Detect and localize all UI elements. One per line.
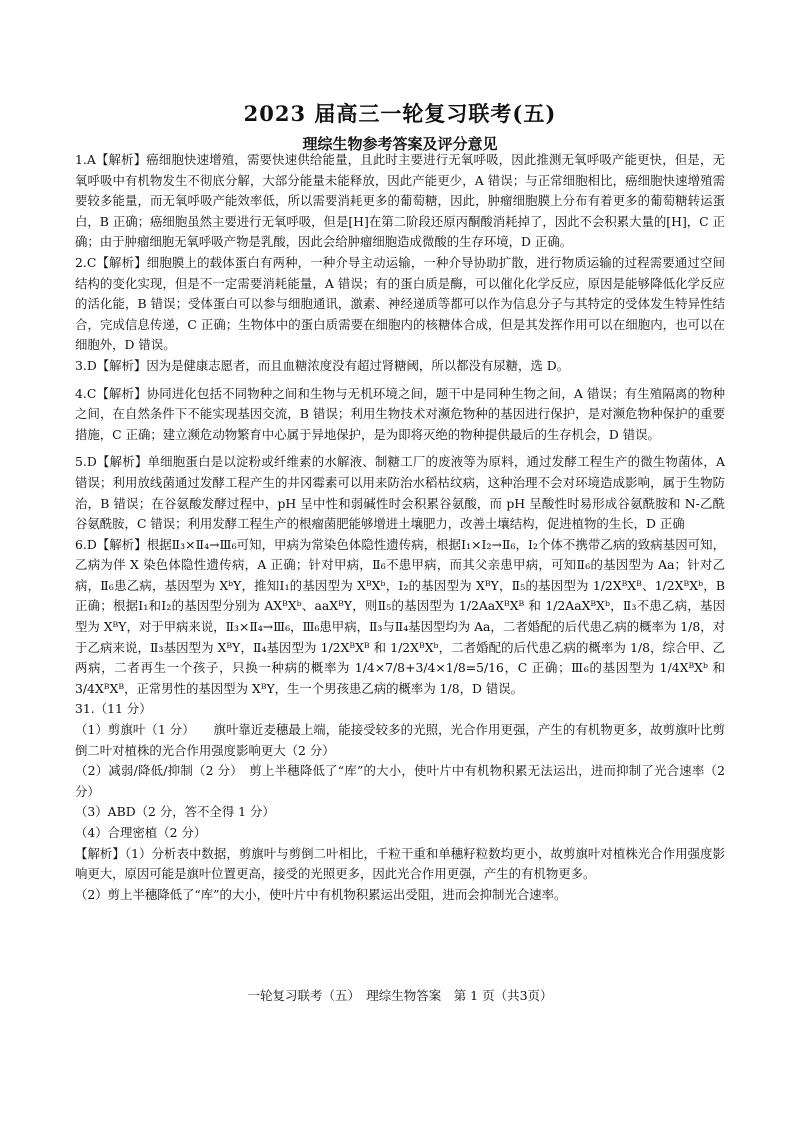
answer-q31-analysis-1: 【解析】（1）分析表中数据，剪旗叶与剪倒二叶相比，千粒干重和单穗籽粒数均更小，故剪旗叶对植株光合作用强度影响更大，原因可能是旗叶位置更高，接受的光照更多，因此光合作用更强，产生的有机物更多。 [75, 845, 725, 882]
page-footer: 一轮复习联考（五） 理综生物答案 第 1 页（共3页） [247, 988, 553, 1003]
page-title: 2023 届高三一轮复习联考(五) [243, 101, 557, 126]
answer-q2: 2.C【解析】细胞膜上的载体蛋白有两种，一种介导主动运输，一种介导协助扩散，进行物质运输的过程需要通过空间结构的变化实现，但是不一定需要消耗能量，A 错误；有的蛋白质是酶，可以催化化学反应，原因是能够降低化学反应的活化能，B 错误；受体蛋白可以参与细胞通讯，激素、神经递质等都可以作为信息分子与其特定的受体发生特异性结合，完成信息传递，C 正确；生物体中的蛋白质需要在细胞内的核糖体合成，但是其发挥作用可以在细胞内，也可以在细胞外，D 错误。 [75, 254, 725, 353]
answer-q31-part3: （3）ABD（2 分，答不全得 1 分） [75, 804, 275, 820]
answer-q3: 3.D【解析】因为是健康志愿者，而且血糖浓度没有超过肾糖阈，所以都没有尿糖，选 D。 [75, 357, 570, 373]
answer-q1: 1.A【解析】癌细胞快速增殖，需要快速供给能量，且此时主要进行无氧呼吸，因此推测无氧呼吸产能更快，但是，无氧呼吸中有机物发生不彻底分解，大部分能量未能释放，因此产能更少，A 错误；与正常细胞相比，癌细胞快速增殖需要较多能量，而无氧呼吸产能效率低，所以需要消耗更多的葡萄糖，因此，肿瘤细胞膜上分布有着更多的葡萄糖转运蛋白，B 正确；癌细胞虽然主要进行无氧呼吸，但是[H]在第二阶段还原丙酮酸消耗掉了，因此不会积累大量的[H]，C 正确；由于肿瘤细胞无氧呼吸产物是乳酸，因此会给肿瘤细胞造成微酸的生存环境，D 正确。 [75, 152, 725, 250]
answer-q31-heading: 31.（11 分） [75, 701, 152, 717]
answer-q31-analysis-2: （2）剪上半穗降低了“库”的大小，使叶片中有机物积累运出受阻，进而会抑制光合速率。 [75, 886, 567, 902]
answer-body [75, 150, 725, 905]
answer-q5: 5.D【解析】单细胞蛋白是以淀粉或纤维素的水解液、制糖工厂的废液等为原料，通过发酵工程生产的微生物菌体，A 错误；利用放线菌通过发酵工程产生的井冈霉素可以用来防治水稻枯纹病，这种治理不会对环境造成影响，属于生物防治，B 错误；在谷氨酸发酵过程中，pH 呈中性和弱碱性时会积累谷氨酸，而 pH 呈酸性时易形成谷氨酰胺和 N-乙酰谷氨酰胺，C 错误；利用发酵工程生产的根瘤菌肥能够增进土壤肥力，改善土壤结构，促进植物的生长，D 正确 [75, 454, 725, 532]
answer-q31-part4: （4）合理密植（2 分） [75, 825, 207, 840]
answer-q31-part2: （2）减弱/降低/抑制（2 分） 剪上半穗降低了“库”的大小，使叶片中有机物积累无法运出，进而抑制了光合速率（2 分） [75, 763, 725, 799]
page-subtitle: 理综生物参考答案及评分意见 [302, 135, 498, 153]
answer-q31-part1: （1）剪旗叶（1 分） 旗叶靠近麦穗最上端，能接受较多的光照，光合作用更强，产生的有机物更多，故剪旗叶比剪倒二叶对植株的光合作用强度影响更大（2 分） [75, 722, 725, 758]
answer-q4: 4.C【解析】协同进化包括不同物种之间和生物与无机环境之间，题干中是同种生物之间，A 错误；有生殖隔离的物种之间，在自然条件下不能实现基因交流，B 错误；利用生物技术对濒危物种的基因进行保护，是对濒危物种保护的重要措施，C 正确；建立濒危动物繁育中心属于异地保护，是为即将灭绝的物种提供最后的生存机会，D 错误。 [75, 385, 725, 442]
answer-q6: 6.D【解析】根据Ⅱ₃×Ⅱ₄→Ⅲ₆可知，甲病为常染色体隐性遗传病，根据Ⅰ₁×Ⅰ₂→Ⅱ₆，Ⅰ₂个体不携带乙病的致病基因可知，乙病为伴 X 染色体隐性遗传病，A 正确；针对甲病，Ⅱ₆不患甲病，而其父亲患甲病，可知Ⅱ₆的基因型为 Aa；针对乙病，Ⅱ₆患乙病，基因型为 XᵇY，推知Ⅰ₁的基因型为 XᴮXᵇ，Ⅰ₂的基因型为 XᴮY，Ⅱ₅的基因型为 1/2XᴮXᴮ、1/2XᴮXᵇ，B 正确；根据Ⅰ₁和Ⅰ₂的基因型分别为 AXᴮXᵇ、aaXᴮY，则Ⅱ₅的基因型为 1/2AaXᴮXᴮ 和 1/2AaXᴮXᵇ，Ⅱ₃不患乙病，基因型为 XᴮY，对于甲病来说，Ⅱ₃×Ⅱ₄→Ⅲ₆，Ⅲ₆患甲病，Ⅱ₃与Ⅱ₄基因型均为 Aa，二者婚配的后代患乙病的概率为 1/8，对于乙病来说，Ⅱ₃基因型为 XᴮY，Ⅱ₄基因型为 1/2XᴮXᴮ 和 1/2XᴮXᵇ，二者婚配的后代患乙病的概率为 1/8，综合甲、乙两病，二者再生一个孩子，只换一种病的概率为 1/4×7/8+3/4×1/8=5/16，C 正确；Ⅲ₆的基因型为 1/4XᴮXᵇ 和 3/4XᴮXᴮ，正常男性的基因型为 XᴮY，生一个男孩患乙病的概率为 1/8，D 错误。 [75, 536, 725, 696]
